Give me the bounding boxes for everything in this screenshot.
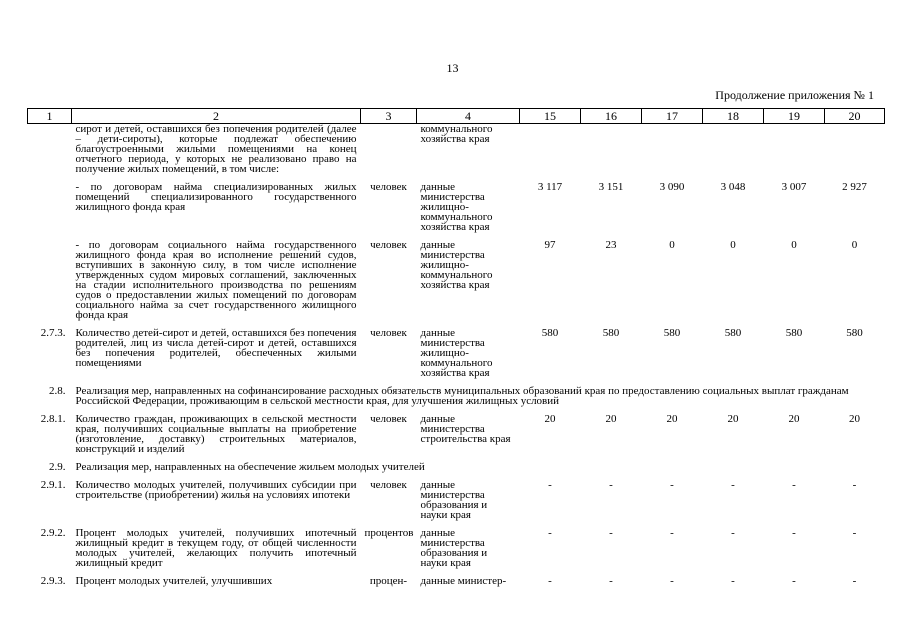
table-row xyxy=(28,328,885,386)
value-cell: - xyxy=(670,479,674,491)
table-row xyxy=(28,240,885,328)
value-cell: 0 xyxy=(669,239,675,251)
value-cell: 20 xyxy=(788,413,800,425)
indicator-name: Процент молодых учителей, улучшивших xyxy=(75,575,273,587)
data-source: данные министерства строительства края xyxy=(420,413,511,445)
continuation-label: Продолжение приложения № 1 xyxy=(715,88,874,102)
section-heading: Реализация мер, направленных на обеспечение жильем молодых учителей xyxy=(75,461,425,473)
column-header: 4 xyxy=(417,109,520,124)
value-cell: 0 xyxy=(791,239,797,251)
table-row xyxy=(28,576,885,586)
unit-of-measure: человек xyxy=(370,479,407,491)
value-cell: - xyxy=(731,575,735,587)
table-row xyxy=(28,182,885,240)
value-cell: 3 007 xyxy=(781,181,807,193)
value-cell: - xyxy=(852,575,857,587)
value-cell: - xyxy=(548,479,552,491)
value-cell: 580 xyxy=(541,327,559,339)
table-row xyxy=(28,124,885,183)
row-number: 2.9.3. xyxy=(40,575,66,587)
value-cell xyxy=(520,124,581,183)
value-cell: - xyxy=(548,527,552,539)
value-cell xyxy=(581,124,642,183)
column-header: 1 xyxy=(28,109,72,124)
column-header: 18 xyxy=(703,109,764,124)
data-source: данные министерства жилищно-коммунального хозяйства края xyxy=(420,181,493,233)
value-cell: 20 xyxy=(727,413,739,425)
column-header: 15 xyxy=(520,109,581,124)
value-cell: 580 xyxy=(846,327,863,339)
value-cell: - xyxy=(852,527,857,539)
value-cell: 23 xyxy=(605,239,617,251)
indicator-name: Процент молодых учителей, получивших ипотечный жилищный кредит в текущем году, от общей численности молодых учителей, желающих получить ипотечный жилищный кредит xyxy=(75,527,357,569)
value-cell: - xyxy=(852,479,857,491)
unit-of-measure: человек xyxy=(370,327,407,339)
indicator-name: - по договорам найма специализированных жилых помещений специализированного государственного жилищного фонда края xyxy=(75,181,357,213)
table-row xyxy=(28,386,885,414)
indicator-name: Количество молодых учителей, получивших субсидии при строительстве (приобретении) жилья на условиях ипотеки xyxy=(75,479,357,501)
row-number: 2.8. xyxy=(49,385,66,397)
value-cell: 3 090 xyxy=(659,181,685,193)
value-cell: 580 xyxy=(602,327,620,339)
value-cell: 20 xyxy=(605,413,617,425)
row-number: 2.9. xyxy=(49,461,66,473)
value-cell: - xyxy=(670,527,674,539)
row-number: 2.8.1. xyxy=(40,413,66,425)
value-cell: - xyxy=(792,527,796,539)
value-cell: 3 117 xyxy=(537,181,563,193)
unit-of-measure: процентов xyxy=(364,527,414,539)
value-cell: - xyxy=(731,479,735,491)
indicator-name: Количество детей-сирот и детей, оставшихся без попечения родителей, лиц из числа детей-сирот и детей, оставшихся без попечения родителей, обеспеченных жилыми помещениями xyxy=(75,327,357,369)
value-cell: - xyxy=(548,575,552,587)
value-cell xyxy=(642,124,703,183)
data-source: данные министерства образования и науки края xyxy=(420,527,488,569)
value-cell: 0 xyxy=(730,239,736,251)
value-cell: 0 xyxy=(851,239,858,251)
unit-of-measure: человек xyxy=(370,239,407,251)
indicator-name: Количество граждан, проживающих в сельской местности края, получивших социальные выплаты на приобретение (изготовление, доставку) строительных материалов, конструкций и изделий xyxy=(75,413,357,455)
value-cell: 20 xyxy=(544,413,556,425)
data-source: данные министерства жилищно-коммунального хозяйства края xyxy=(420,327,493,379)
value-cell: 20 xyxy=(849,413,860,425)
value-cell: 580 xyxy=(663,327,681,339)
table-row xyxy=(28,480,885,528)
value-cell: 97 xyxy=(544,239,556,251)
table-row xyxy=(28,462,885,480)
data-source: коммунального хозяйства края xyxy=(420,123,493,145)
column-header: 3 xyxy=(361,109,417,124)
column-header: 20 xyxy=(825,109,885,124)
column-header: 2 xyxy=(72,109,361,124)
value-cell: - xyxy=(792,575,796,587)
column-header: 19 xyxy=(764,109,825,124)
value-cell xyxy=(703,124,764,183)
value-cell: - xyxy=(609,575,613,587)
data-source: данные министерства жилищно-коммунального хозяйства края xyxy=(420,239,493,291)
value-cell: 580 xyxy=(785,327,803,339)
value-cell: - xyxy=(731,527,735,539)
value-cell xyxy=(764,124,825,183)
table-body xyxy=(28,124,885,587)
value-cell xyxy=(825,124,885,183)
table-row xyxy=(28,528,885,576)
value-cell: 20 xyxy=(666,413,678,425)
value-cell: 2 927 xyxy=(842,181,867,193)
column-header: 16 xyxy=(581,109,642,124)
row-number: 2.9.2. xyxy=(40,527,66,539)
page-number: 13 xyxy=(446,61,459,75)
value-cell: - xyxy=(609,479,613,491)
unit-of-measure: человек xyxy=(370,413,407,425)
data-source: данные министерства образования и науки края xyxy=(420,479,488,521)
unit-of-measure: человек xyxy=(370,181,407,193)
value-cell: 3 151 xyxy=(598,181,624,193)
value-cell: 3 048 xyxy=(720,181,746,193)
indicators-table xyxy=(27,108,885,586)
data-source: данные министер- xyxy=(420,575,507,587)
indicator-name: - по договорам социального найма государственного жилищного фонда края во исполнение решений судов, вступивших в законную силу, в том числе исполнение утвержденных судом мировых соглашений, заключенных на стадии исполнительного производства по решениям судов о предоставлении жилых помещений по договорам социального найма за счет государственного жилищного фонда края xyxy=(75,239,357,321)
value-cell: - xyxy=(792,479,796,491)
value-cell: 580 xyxy=(724,327,742,339)
value-cell: - xyxy=(670,575,674,587)
row-number: 2.7.3. xyxy=(40,327,66,339)
row-number: 2.9.1. xyxy=(40,479,66,491)
table-row xyxy=(28,414,885,462)
unit-of-measure: процен- xyxy=(369,575,408,587)
section-heading: Реализация мер, направленных на софинансирование расходных обязательств муниципальных образований края по предоставлению социальных выплат гражданам Российской Федерации, проживающим в сельской местности края, для улучшения жилищных условий xyxy=(75,385,849,407)
unit-of-measure xyxy=(361,124,417,183)
column-header: 17 xyxy=(642,109,703,124)
indicator-name: сирот и детей, оставшихся без попечения родителей (далее – дети-сироты), которые подлежат обеспечению благоустроенными жилыми помещениями на конец отчетного периода, у которых не реализовано право на получение жилых помещений, в том числе: xyxy=(75,123,357,175)
value-cell: - xyxy=(609,527,613,539)
column-header-row xyxy=(28,109,885,124)
